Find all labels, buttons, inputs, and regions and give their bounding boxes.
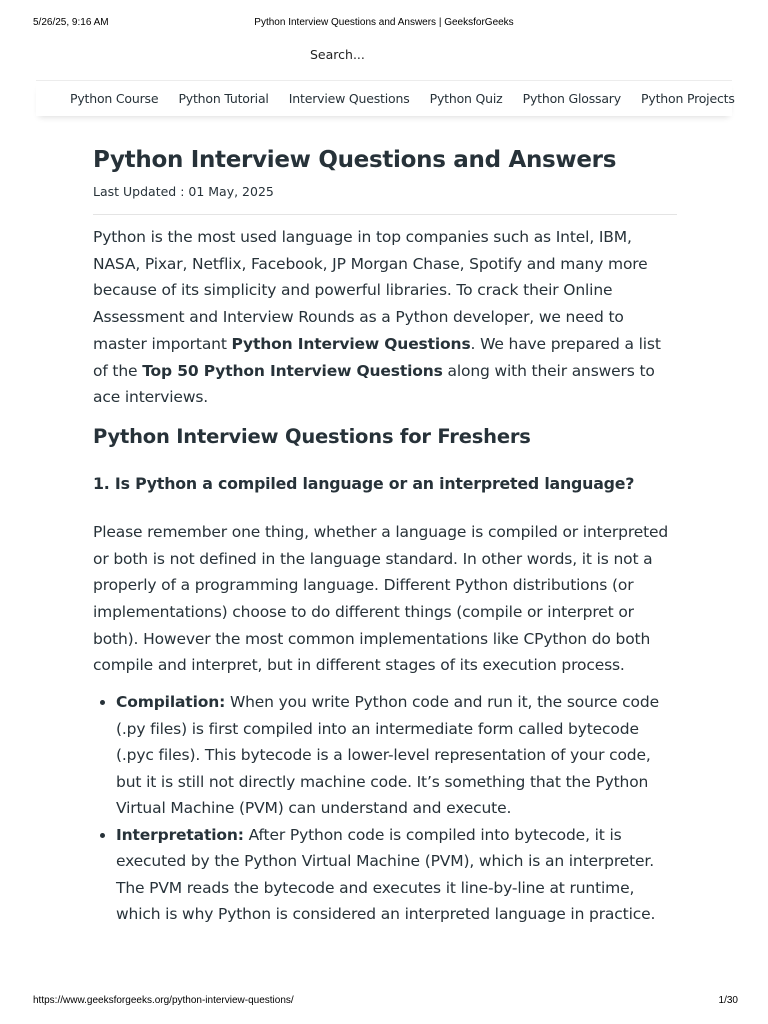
nav-item-python-projects[interactable]: Python Projects	[641, 91, 735, 106]
article-title: Python Interview Questions and Answers	[93, 147, 617, 173]
question-1-bullet-list	[93, 689, 677, 928]
topic-nav-scroll	[70, 82, 748, 116]
print-url: https://www.geeksforgeeks.org/python-interview-questions/	[33, 995, 294, 1006]
last-updated: Last Updated : 01 May, 2025	[93, 184, 274, 199]
intro-paragraph	[93, 224, 677, 411]
bullet-term: Interpretation:	[116, 825, 244, 844]
intro-text-1: Python is the most used language in top companies such as Intel, IBM, NASA, Pixar, Netflix, Facebook, JP Morgan Chase, Spotify and many more because of its simplicity and powerful libraries. To crack their Online Assessment and Interview Rounds as a Python developer, we need to master important	[93, 228, 648, 353]
question-1-heading: 1. Is Python a compiled language or an interpreted language?	[93, 473, 635, 493]
intro-text-2: . We have prepared a list of the	[93, 334, 661, 380]
nav-item-python-quiz[interactable]: Python Quiz	[429, 91, 503, 106]
topic-nav-bar	[36, 82, 735, 116]
bullet-term: Compilation:	[116, 693, 226, 712]
nav-item-python-glossary[interactable]: Python Glossary	[522, 91, 621, 106]
bullet-compilation	[116, 689, 677, 822]
nav-item-python-course[interactable]: Python Course	[70, 91, 159, 106]
intro-bold-2: Top 50 Python Interview Questions	[142, 361, 443, 380]
nav-item-interview-questions[interactable]: Interview Questions	[288, 91, 410, 106]
bullet-text: After Python code is compiled into bytecode, it is executed by the Python Virtual Machine (PVM), which is an interpreter. The PVM reads the bytecode and executes it line-by-line at runtime, which is why Python is considered an interpreted language in practice.	[116, 825, 656, 924]
article	[93, 140, 677, 928]
nav-item-python-tutorial[interactable]: Python Tutorial	[178, 91, 269, 106]
header-divider	[36, 80, 732, 81]
intro-bold-1: Python Interview Questions	[231, 334, 471, 353]
print-document-title: Python Interview Questions and Answers | GeeksforGeeks	[254, 17, 514, 28]
intro-text-3: along with their answers to ace interviews.	[93, 361, 655, 407]
bullet-interpretation	[116, 822, 677, 928]
question-1-paragraph: Please remember one thing, whether a language is compiled or interpreted or both is not defined in the language standard. In other words, it is not a properly of a programming language. Different Python distributions (or implementations) choose to do different things (compile or interpret or both). However the most common implementations like CPython do both compile and interpret, but in different stages of its execution process.	[93, 522, 669, 675]
search-input[interactable]: Search...	[310, 47, 365, 62]
bullet-text: When you write Python code and run it, the source code (.py files) is first compiled into an intermediate form called bytecode (.pyc files). This bytecode is a lower-level representation of your code, but it is still not directly machine code. It’s something that the Python Virtual Machine (PVM) can understand and execute.	[116, 693, 659, 818]
print-datetime: 5/26/25, 9:16 AM	[33, 17, 109, 28]
page-number: 1/30	[718, 995, 738, 1006]
section-heading: Python Interview Questions for Freshers	[93, 424, 531, 448]
title-divider	[93, 214, 677, 215]
